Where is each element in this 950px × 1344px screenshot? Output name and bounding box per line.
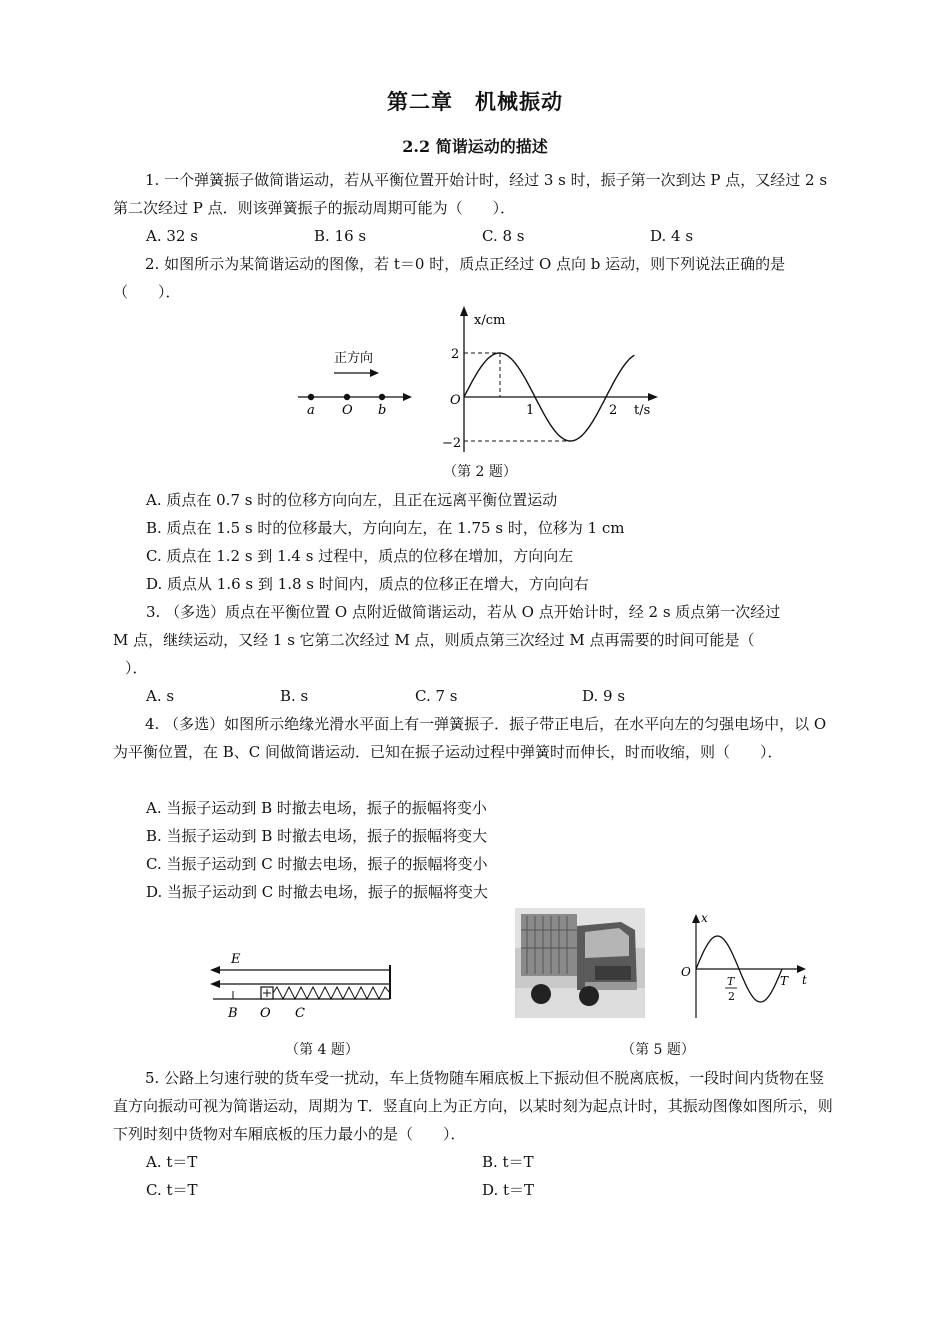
- q4-option-b: B. 当振子运动到 B 时撤去电场，振子的振幅将变大: [146, 827, 488, 845]
- q2-label-o: O: [342, 403, 353, 418]
- q4-field-arrow-1: [210, 966, 220, 974]
- q1-option-d: D. 4 s: [650, 227, 694, 245]
- q2-label-a: a: [307, 403, 315, 418]
- q2-direction-arrowhead: [370, 369, 379, 377]
- q5-option-d: D. t＝T: [482, 1181, 535, 1199]
- q2-option-d: D. 质点从 1.6 s 到 1.8 s 时间内，质点的位移正在增大，方向向右: [146, 575, 589, 593]
- q2-x-axis-label: t/s: [634, 403, 651, 418]
- q1-option-c: C. 8 s: [482, 227, 525, 245]
- q5-caption: （第 5 题）: [621, 1042, 695, 1058]
- truck-cargo-box: [521, 914, 577, 976]
- truck-front-wheel: [579, 986, 599, 1006]
- q5-tick-half-den: 2: [728, 990, 735, 1003]
- q1-option-a: A. 32 s: [146, 227, 198, 245]
- chapter-title: 第二章 机械振动: [387, 89, 563, 114]
- q5-y-axis-label: x: [701, 911, 708, 925]
- q2-option-c: C. 质点在 1.2 s 到 1.4 s 过程中，质点的位移在增加，方向向左: [146, 547, 574, 565]
- q2-figure: [290, 300, 670, 462]
- q2-line-arrowhead: [403, 393, 412, 401]
- q3-option-c: C. 7 s: [415, 687, 458, 705]
- q4-label-o: O: [260, 1006, 271, 1021]
- q2-origin-label: O: [450, 393, 461, 408]
- q5-x-axis-label: t: [802, 973, 807, 987]
- q1-stem: 1. 一个弹簧振子做简谐运动，若从平衡位置开始计时，经过 3 s 时，振子第一次到达 P 点，又经过 2 s 第二次经过 P 点．则该弹簧振子的振动周期可能为（ ）．: [113, 171, 828, 217]
- q2-option-a: A. 质点在 0.7 s 时的位移方向向左，且正在远离平衡位置运动: [146, 491, 558, 509]
- q3-stem-line3: ）．: [125, 659, 148, 677]
- truck-rear-wheel: [531, 984, 551, 1004]
- q2-option-b: B. 质点在 1.5 s 时的位移最大，方向向左，在 1.75 s 时，位移为 1 cm: [146, 519, 625, 537]
- q2-ytick-2: 2: [451, 347, 460, 362]
- q4-label-b: B: [228, 1006, 238, 1021]
- q4-figure: [205, 945, 400, 1027]
- q5-x-arrowhead: [797, 965, 806, 973]
- q3-option-b: B. s: [280, 687, 309, 705]
- q2-caption: （第 2 题）: [443, 464, 517, 480]
- q5-tick-full: T: [780, 974, 789, 988]
- q5-option-c: C. t＝T: [146, 1181, 198, 1199]
- q5-y-arrowhead: [692, 914, 700, 923]
- q4-spring: [273, 987, 390, 999]
- q2-point-o: [344, 394, 350, 400]
- q2-y-axis-label: x/cm: [474, 313, 506, 328]
- truck-grille: [595, 966, 631, 980]
- q2-xtick-1: 1: [526, 403, 535, 418]
- q5-figure: [676, 908, 816, 1020]
- q2-point-b: [379, 394, 385, 400]
- q3-stem-line2: M 点，继续运动，又经 1 s 它第二次经过 M 点，则质点第三次经过 M 点再需要的时间可能是（: [113, 631, 755, 649]
- q2-direction-label: 正方向: [334, 351, 374, 366]
- q4-option-a: A. 当振子运动到 B 时撤去电场，振子的振幅将变小: [146, 799, 487, 817]
- q4-stem: 4. （多选）如图所示绝缘光滑水平面上有一弹簧振子．振子带正电后，在水平向左的匀强电场中，以 O 为平衡位置，在 B、C 间做简谐运动．已知在振子运动过程中弹簧时而伸长，时而收缩，则（ ）．: [113, 715, 827, 761]
- q4-option-d: D. 当振子运动到 C 时撤去电场，振子的振幅将变大: [146, 883, 489, 901]
- q3-option-d: D. 9 s: [582, 687, 626, 705]
- q2-label-b: b: [378, 403, 387, 418]
- q5-stem: 5. 公路上匀速行驶的货车受一扰动，车上货物随车厢底板上下振动但不脱离底板，一段时间内货物在竖直方向振动可视为简谐运动，周期为 T．竖直向上为正方向，以某时刻为起点计时，其振动图像如图所示，则下列时刻中货物对车厢底板的压力最小的是（ ）．: [113, 1069, 833, 1143]
- q2-x-arrowhead: [648, 393, 658, 401]
- q2-xtick-2: 2: [609, 403, 618, 418]
- q5-option-a: A. t＝T: [146, 1153, 198, 1171]
- q4-option-c: C. 当振子运动到 C 时撤去电场，振子的振幅将变小: [146, 855, 488, 873]
- q4-label-c: C: [295, 1006, 305, 1021]
- truck-windshield: [585, 928, 629, 958]
- q4-field-arrow-2: [210, 980, 220, 988]
- q5-option-b: B. t＝T: [482, 1153, 534, 1171]
- q3-option-a: A. s: [146, 687, 175, 705]
- section-title: 2.2 简谐运动的描述: [402, 137, 548, 156]
- truck-photo: [515, 908, 645, 1018]
- q4-caption: （第 4 题）: [285, 1042, 359, 1058]
- q2-stem: 2. 如图所示为某简谐运动的图像，若 t＝0 时，质点正经过 O 点向 b 运动，则下列说法正确的是（ ）．: [113, 255, 786, 301]
- q2-y-arrowhead: [460, 306, 468, 316]
- q2-ytick-neg2: −2: [442, 436, 462, 451]
- q2-point-a: [308, 394, 314, 400]
- q5-origin-label: O: [681, 965, 691, 979]
- q4-field-label: E: [231, 952, 241, 967]
- q5-tick-half-num: T: [727, 975, 735, 988]
- q3-stem-line1: 3. （多选）质点在平衡位置 O 点附近做简谐运动，若从 O 点开始计时，经 2 s 质点第一次经过: [146, 603, 781, 621]
- q1-option-b: B. 16 s: [314, 227, 367, 245]
